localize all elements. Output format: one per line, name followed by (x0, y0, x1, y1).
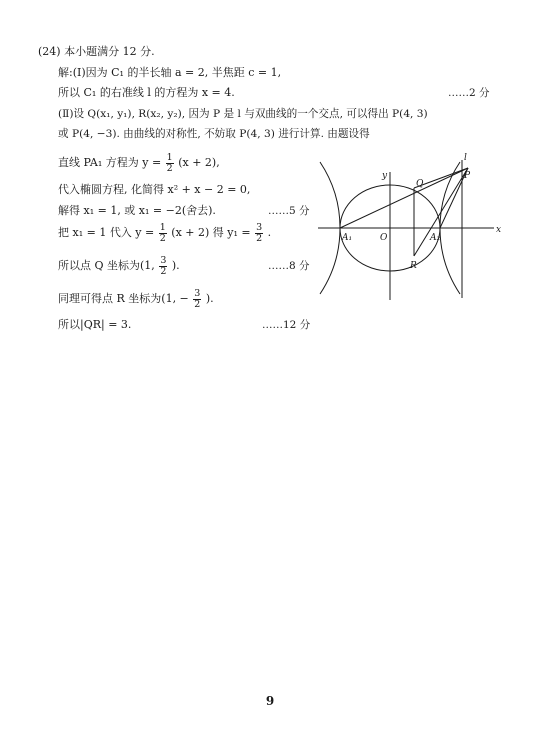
plug-prefix: 把 x₁ = 1 代入 y = (58, 226, 155, 239)
solve-step: 解得 x₁ = 1, 或 x₁ = −2(舍去). (58, 204, 216, 217)
r-fraction (193, 289, 201, 310)
problem-header: (24) 本小题满分 12 分. (38, 45, 155, 58)
fraction-numerator: 3 (194, 287, 201, 299)
solve-score: ……5 分 (268, 205, 310, 217)
fraction-denominator: 2 (159, 232, 166, 244)
origin-label: O (380, 233, 388, 243)
substitute-step: 代入椭圆方程, 化简得 x² + x − 2 = 0, (58, 183, 251, 196)
fraction-denominator: 2 (194, 298, 201, 310)
fraction-numerator: 3 (256, 221, 263, 233)
x-axis-label: x (496, 225, 502, 235)
q-label: Q (416, 179, 424, 189)
q-score: ……8 分 (268, 260, 310, 272)
part2-line2: 或 P(4, −3). 由曲线的对称性, 不妨取 P(4, 3) 进行计算. 由题设得 (58, 128, 370, 140)
plug-fraction (159, 223, 167, 244)
plug-y-fraction (255, 223, 263, 244)
q-coordinate (58, 255, 180, 277)
p-label: P (464, 171, 471, 181)
part2-line1: (Ⅱ)设 Q(x₁, y₁), R(x₂, y₂), 因为 P 是 l 与双曲线的一个交点, 可以得出 P(4, 3) (58, 108, 428, 120)
fraction-denominator: 2 (166, 162, 173, 174)
y-axis-label: y (382, 171, 388, 181)
r-prefix: 同理可得点 R 坐标为(1, − (58, 292, 189, 305)
plug-step (58, 222, 271, 244)
part1-line1: 解:(Ⅰ)因为 C₁ 的半长轴 a = 2, 半焦距 c = 1, (58, 66, 282, 79)
line-pa1-suffix: (x + 2), (178, 156, 220, 169)
conclusion: 所以|QR| = 3. (58, 318, 132, 331)
fraction-numerator: 1 (159, 221, 166, 233)
a1-label: A₁ (342, 233, 353, 243)
conic-figure (318, 152, 514, 300)
q-fraction (159, 256, 167, 277)
r-suffix: ). (205, 292, 214, 305)
plug-end: . (267, 226, 272, 239)
part1-line2: 所以 C₁ 的右准线 l 的方程为 x = 4. (58, 86, 235, 99)
fraction-denominator: 2 (160, 265, 167, 277)
q-suffix: ). (171, 259, 180, 272)
part1-score: ……2 分 (448, 87, 490, 99)
fraction-numerator: 1 (166, 151, 173, 163)
fraction-denominator: 2 (256, 232, 263, 244)
conclusion-score: ……12 分 (262, 319, 311, 331)
q-prefix: 所以点 Q 坐标为(1, (58, 259, 155, 272)
r-coordinate (58, 288, 214, 310)
line-pa1-fraction (166, 153, 174, 174)
page-number: 9 (265, 694, 275, 708)
a2-label: A₂ (430, 233, 441, 243)
plug-mid: (x + 2) 得 y₁ = (171, 226, 251, 239)
line-a1-p (340, 168, 468, 228)
fraction-numerator: 3 (160, 254, 167, 266)
l-label: l (464, 153, 467, 163)
line-pa1-prefix: 直线 PA₁ 方程为 y = (58, 156, 162, 169)
line-pa1-equation (58, 152, 220, 174)
r-label: R (410, 261, 417, 271)
